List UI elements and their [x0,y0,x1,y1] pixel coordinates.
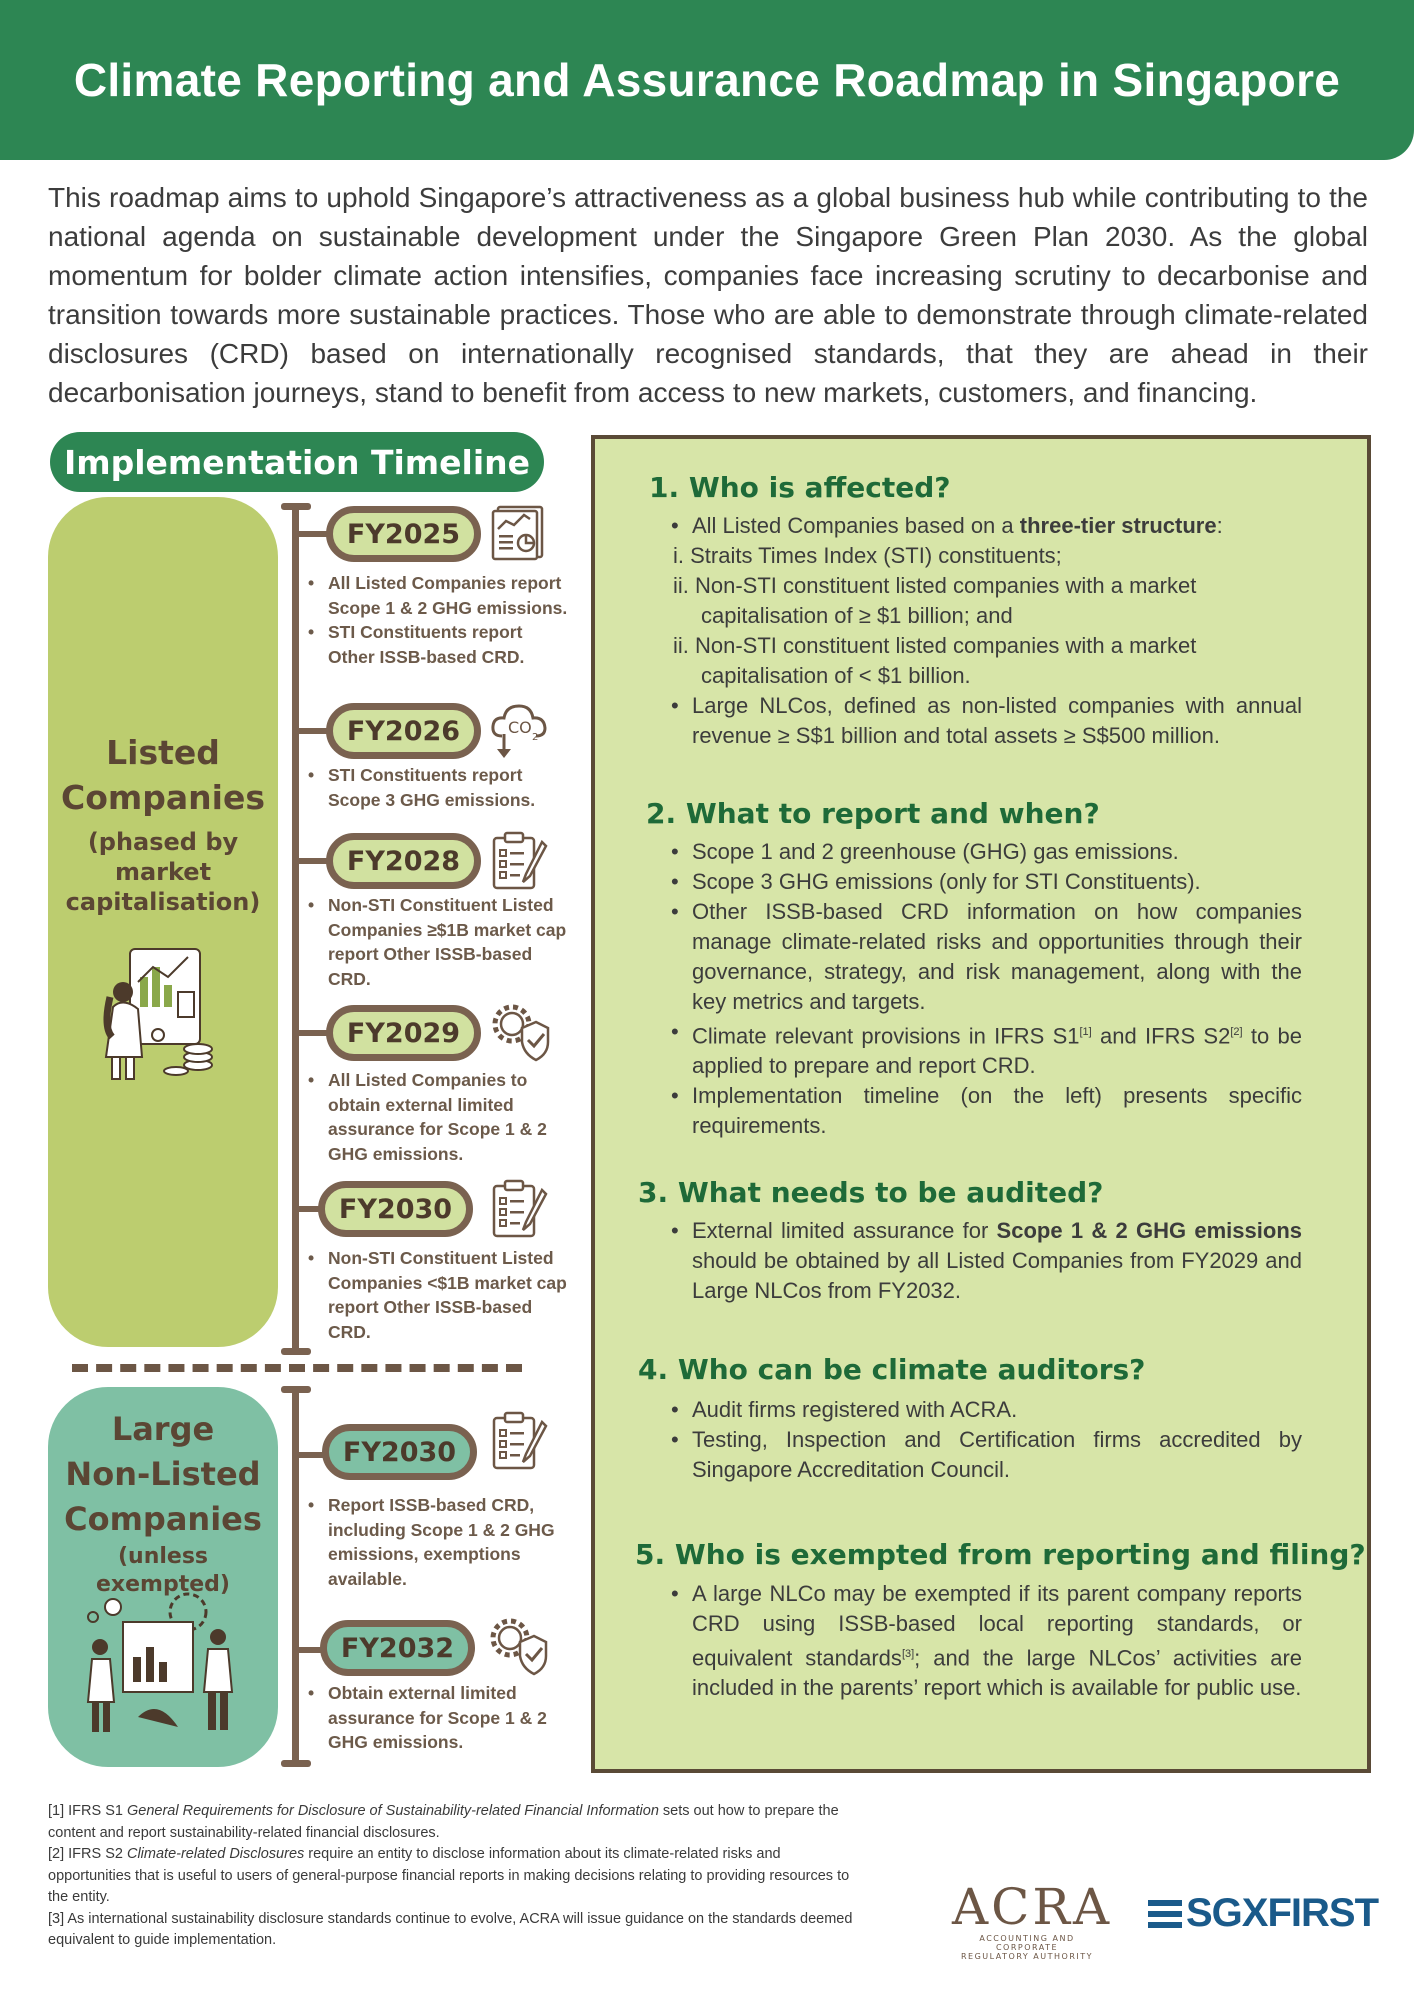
sgx-wordmark: SGXFIRST [1186,1891,1379,1935]
fy2030-listed-items [308,1246,568,1344]
tick [296,531,330,537]
nlco-subtitle: (unless exempted) [96,1544,230,1597]
acra-logo-tagline2: REGULATORY AUTHORITY [960,1952,1094,1961]
list-item: • STI Constituents report Other ISSB-based CRD. [308,620,568,669]
listed-companies-panel [48,497,278,1347]
list-item [667,511,1302,541]
list-item [667,1579,1302,1703]
list-item: • Testing, Inspection and Certification firms accredited by Singapore Accreditation Council. [667,1425,1302,1485]
listed-timeline-cap-bottom [281,1348,311,1355]
tick [296,858,330,864]
fy2025-items [308,571,568,669]
nlco-timeline-line [292,1388,299,1764]
clipboard-checklist-icon [490,1410,548,1472]
nlco-title [48,1407,278,1542]
q4-heading: 4. Who can be climate auditors? [638,1353,1146,1386]
nlco-timeline-cap-bottom [281,1760,311,1767]
acra-logo-wordmark: ACRA [952,1878,1113,1936]
tick [296,1030,330,1036]
q1-list [667,511,1302,751]
milestone-fy2030-listed: FY2030 [318,1181,473,1237]
list-item: • Scope 3 GHG emissions (only for STI Constituents). [667,867,1302,897]
co2-cloud-icon [488,700,550,764]
nlco-title-line3: Companies [64,1500,262,1538]
nlco-title-line2: Non-Listed [65,1455,261,1493]
q5-list [667,1579,1302,1703]
list-item [667,1017,1302,1081]
intro-paragraph: This roadmap aims to uphold Singapore’s attractiveness as a global business hub while contributing to the national agenda on sustainable development under the Singapore Green Plan 2030. As the global momentum for bolder climate action intensifies, companies face increasing scrutiny to decarbonise and transition towards more sustainable practices. Those who are able to demonstrate through climate-related disclosures (CRD) based on internationally recognised standards, that they are ahead in their decarbonisation journeys, stand to benefit from access to new markets, customers, and financing. [48,182,1368,408]
milestone-fy2025: FY2025 [326,506,481,562]
footnote-ref: [2] [1230,1026,1243,1038]
fy2029-items [308,1068,568,1166]
list-item: • Non-STI Constituent Listed Companies <$1B market cap report Other ISSB-based CRD. [308,1246,568,1344]
list-subitem: ii. Non-STI constituent listed companies with a market capitalisation of < $1 billion. [673,633,1197,688]
tick [296,728,330,734]
sgxfirst-logo [1148,1888,1379,1938]
listed-title [48,730,278,820]
text: All Listed Companies based on a [692,513,1020,538]
footnote-ref: [1] [1079,1026,1092,1038]
text: require an entity to disclose information about its climate-related risks and opportunities that is useful to users of general-purpose financial reports in making decisions relating to providing resources to the entity. [48,1846,850,1905]
large-nlco-panel [48,1387,278,1767]
text: and IFRS S2 [1091,1023,1231,1049]
woman-with-chart-illustration [98,937,228,1087]
listed-subtitle-line1: (phased by [87,828,239,856]
text: ; and the large NLCos’ activities are included in the parents’ report which is available for public use. [692,1645,1303,1701]
faq-box [591,435,1371,1773]
q5-heading: 5. Who is exempted from reporting and filing? [635,1538,1366,1571]
listed-timeline-line [292,505,299,1353]
q3-list [667,1216,1302,1306]
list-item: • Non-STI Constituent Listed Companies ≥$1B market cap report Other ISSB-based CRD. [308,893,568,991]
footnote-2 [48,1844,863,1909]
text-italic: Climate-related Disclosures [126,1846,305,1862]
chart-report-icon [490,503,546,561]
gear-shield-check-icon [488,1616,550,1678]
list-item: • Large NLCos, defined as non-listed companies with annual revenue ≥ S$1 billion and total assets ≥ S$500 million. [667,691,1302,751]
text: A large NLCo may be exempted if its parent company reports CRD using ISSB-based local reporting standards, or equivalent standards [692,1581,1302,1671]
timeline-title: Implementation Timeline [50,432,544,492]
page-header [0,0,1414,160]
business-people-illustration [78,1587,253,1737]
list-item: • Implementation timeline (on the left) presents specific requirements. [667,1081,1302,1141]
acra-logo-tagline1: ACCOUNTING AND CORPORATE [979,1934,1075,1952]
page-title: Climate Reporting and Assurance Roadmap in Singapore [73,54,1341,106]
list-item: • All Listed Companies report Scope 1 & 2 GHG emissions. [308,571,568,620]
milestone-fy2026: FY2026 [326,703,481,759]
footnotes [48,1801,863,1952]
text: [1] IFRS S1 [48,1803,127,1819]
sgx-stripes-icon [1148,1898,1184,1930]
nlco-title-line1: Large [111,1410,215,1448]
fy2032-items [308,1681,568,1755]
list-item: • Audit firms registered with ACRA. [667,1395,1302,1425]
milestone-fy2032: FY2032 [320,1620,475,1676]
text: to be applied to prepare and report CRD. [692,1023,1302,1079]
text: [2] IFRS S2 [48,1846,127,1862]
svg-text:CO: CO [508,718,532,737]
fy2028-items [308,893,568,991]
list-item: • Report ISSB-based CRD, including Scope 1 & 2 GHG emissions, exemptions available. [308,1493,573,1591]
nlco-timeline-cap-top [281,1386,311,1393]
footnote-1 [48,1801,863,1844]
list-item [667,1216,1302,1306]
milestone-fy2029: FY2029 [326,1005,481,1061]
q4-list [667,1395,1302,1485]
list-subitem: i. Straits Times Index (STI) constituents; [673,543,1062,568]
acra-logo [952,1878,1113,1961]
listed-timeline-cap-top [281,503,311,510]
text: Climate relevant provisions in IFRS S1 [692,1023,1080,1049]
list-item: • Obtain external limited assurance for Scope 1 & 2 GHG emissions. [308,1681,568,1755]
fy2030-nlco-items [308,1493,573,1591]
text: External limited assurance for [692,1218,997,1243]
fy2026-items [308,763,568,812]
text: should be obtained by all Listed Companies from FY2029 and Large NLCos from FY2032. [692,1248,1302,1303]
text-bold: three-tier structure [1019,513,1217,538]
list-item: • Scope 1 and 2 greenhouse (GHG) gas emissions. [667,837,1302,867]
text-bold: Scope 1 & 2 GHG emissions [996,1218,1302,1243]
listed-subtitle [48,827,278,917]
svg-text:2: 2 [532,732,539,743]
listed-subtitle-line2: market [114,858,212,886]
clipboard-checklist-icon [490,1178,548,1240]
list-item: • STI Constituents report Scope 3 GHG emissions. [308,763,568,812]
section-divider [72,1364,522,1372]
footnote-ref: [3] [901,1648,915,1660]
listed-subtitle-line3: capitalisation) [65,888,261,916]
list-item: • All Listed Companies to obtain external limited assurance for Scope 1 & 2 GHG emissions. [308,1068,568,1166]
milestone-fy2028: FY2028 [326,833,481,889]
milestone-fy2030-nlco: FY2030 [322,1424,477,1480]
list-item: • Other ISSB-based CRD information on how companies manage climate-related risks and opportunities through their governance, strategy, and risk management, along with the key metrics and targets. [667,897,1302,1017]
q2-heading: 2. What to report and when? [646,797,1100,830]
q3-heading: 3. What needs to be audited? [638,1176,1104,1209]
text-italic: General Requirements for Disclosure of Sustainability-related Financial Information [126,1803,659,1819]
clipboard-checklist-icon [490,830,548,892]
list-subitem: ii. Non-STI constituent listed companies with a market capitalisation of ≥ $1 billion; and [673,573,1197,628]
gear-shield-check-icon [490,1002,552,1064]
listed-title-line1: Listed [106,733,220,772]
q1-heading: 1. Who is affected? [649,471,951,504]
footnote-3: [3] As international sustainability disclosure standards continue to evolve, ACRA will issue guidance on the standards deemed equivalent to guide implementation. [48,1910,853,1948]
text: sets out how to prepare the content and report sustainability-related financial disclosures. [48,1803,839,1841]
text: : [1216,513,1223,538]
listed-title-line2: Companies [61,778,265,817]
q2-list [667,837,1302,1141]
